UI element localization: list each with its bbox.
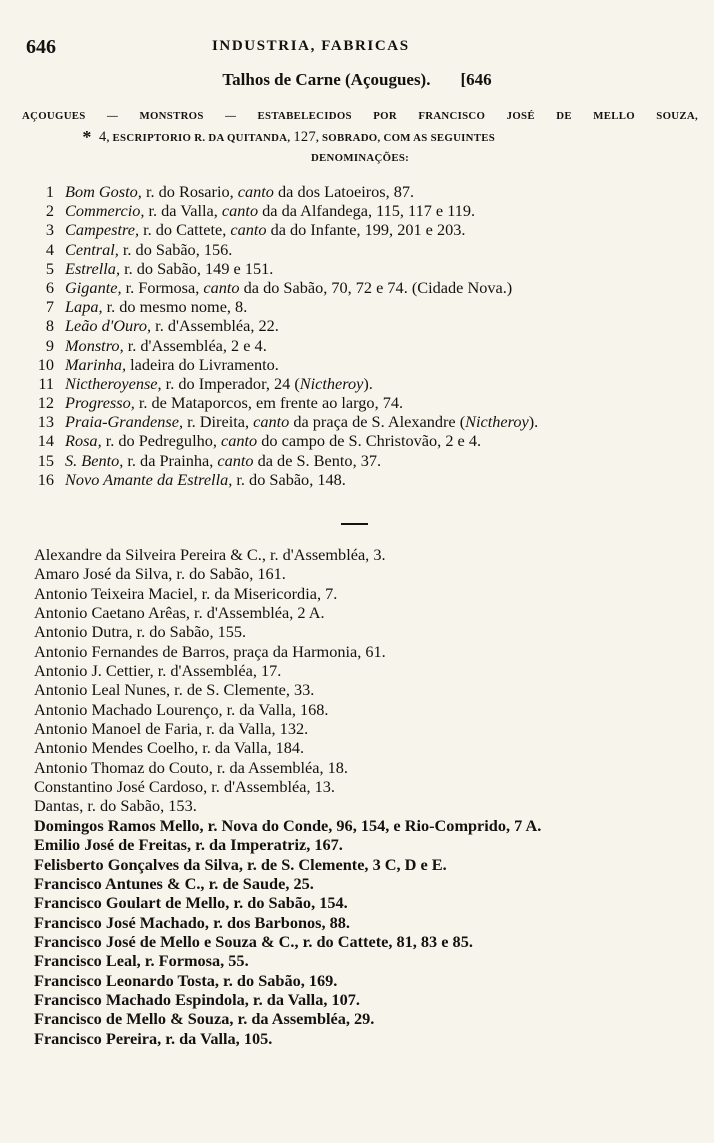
shop-name: Gigante,: [65, 277, 122, 297]
proprietor-entry: Antonio Dutra, r. do Sabão, 155.: [34, 622, 247, 642]
shop-address: r. d'Assembléa, 2 e 4.: [123, 335, 267, 355]
shop-address: da da Alfandega, 115, 117 e 119.: [258, 201, 476, 221]
shop-name: Progresso,: [65, 393, 135, 413]
shop-entry: [33, 431, 703, 450]
shop-number: 1: [45, 182, 54, 201]
shop-name: Leão d'Ouro,: [65, 316, 152, 336]
shop-number: 8: [45, 316, 54, 336]
shop-address-italic: canto: [221, 201, 259, 221]
shop-address-italic: canto: [253, 412, 290, 432]
shop-address-italic: canto: [230, 220, 267, 240]
shop-list: [33, 182, 703, 489]
shop-number: 7: [45, 297, 54, 317]
proprietor-entry: Antonio Thomaz do Couto, r. da Assembléa, 18.: [34, 757, 348, 777]
intro-text: , SOBRADO, COM AS SEGUINTES: [316, 132, 496, 144]
shop-name: Monstro,: [65, 335, 124, 355]
shop-entry: [33, 201, 703, 220]
shop-address: r. Formosa,: [121, 277, 204, 297]
shop-name: Lapa,: [65, 297, 103, 317]
shop-name: Central,: [65, 239, 119, 259]
proprietor-entry: Francisco de Mello & Souza, r. da Assembléa, 29.: [34, 1009, 375, 1029]
proprietor-entry: Antonio Fernandes de Barros, praça da Harmonia, 61.: [34, 641, 386, 661]
proprietor-entry: Francisco Pereira, r. da Valla, 105.: [34, 1028, 273, 1048]
shop-address: r. do Sabão, 149 e 151.: [120, 258, 274, 278]
shop-address-italic: canto: [221, 431, 258, 451]
shop-address: r. do Pedregulho,: [101, 431, 222, 451]
proprietor-entry: Felisberto Gonçalves da Silva, r. de S. Clemente, 3 C, D e E.: [34, 854, 447, 874]
shop-name: Bom Gosto,: [65, 182, 142, 201]
shop-address: r. da Valla,: [144, 201, 222, 221]
intro-line: AÇOUGUES — MONSTROS — ESTABELECIDOS POR FRANCISCO JOSÉ DE MELLO SOUZA,: [22, 110, 698, 122]
shop-number: 3: [45, 220, 54, 240]
shop-entry: [33, 374, 703, 393]
shop-name: Marinha,: [65, 354, 127, 374]
proprietor-entry: Francisco Antunes & C., r. de Saude, 25.: [34, 873, 314, 893]
shop-address: r. Direita,: [183, 412, 254, 432]
intro-text: , ESCRIPTORIO R. DA QUITANDA,: [106, 132, 291, 144]
shop-address: r. do Imperador, 24 (: [161, 373, 300, 393]
shop-entry: [33, 470, 703, 489]
proprietor-entry: Alexandre da Silveira Pereira & C., r. d'Assembléa, 3.: [34, 545, 386, 564]
shop-address-italic: canto: [237, 182, 274, 201]
shop-number: 9: [45, 335, 54, 355]
proprietor-entry: Dantas, r. do Sabão, 153.: [34, 796, 197, 816]
section-divider: [341, 523, 368, 525]
shop-entry: [33, 412, 703, 431]
intro-line: [22, 127, 698, 148]
shop-number: 11: [38, 373, 54, 393]
shop-address: da do Sabão, 70, 72 e 74. (Cidade Nova.): [239, 277, 513, 297]
shop-address: r. d'Assembléa, 22.: [151, 316, 279, 336]
shop-address-italic: Nictheroy: [299, 373, 364, 393]
proprietor-entry: Antonio Caetano Arêas, r. d'Assembléa, 2 A.: [34, 603, 325, 623]
shop-number: 4: [45, 239, 54, 259]
shop-entry: [33, 336, 703, 355]
shop-address: r. do Sabão, 156.: [118, 239, 233, 259]
shop-address-italic: Nictheroy: [465, 412, 529, 432]
shop-number: 15: [37, 450, 54, 470]
shop-address: da de S. Bento, 37.: [253, 450, 382, 470]
shop-entry: [33, 259, 703, 278]
shop-address: r. do Cattete,: [139, 220, 231, 240]
proprietor-entry: Francisco José de Mello e Souza & C., r. do Cattete, 81, 83 e 85.: [34, 931, 473, 951]
shop-name: Campestre,: [65, 220, 140, 240]
section-page-ref: [646: [460, 70, 492, 89]
shop-number: 10: [37, 354, 54, 374]
shop-number: 2: [45, 201, 54, 221]
shop-entry: [33, 297, 703, 316]
proprietor-entry: Antonio Mendes Coelho, r. da Valla, 184.: [34, 738, 305, 758]
shop-number: 16: [37, 469, 54, 489]
proprietor-entry: Antonio Leal Nunes, r. de S. Clemente, 33.: [34, 680, 315, 700]
intro-line: DENOMINAÇÕES:: [310, 152, 410, 164]
section-title-text: Talhos de Carne (Açougues).: [222, 70, 431, 89]
proprietor-entry: Antonio Machado Lourenço, r. da Valla, 168.: [34, 699, 329, 719]
shop-entry: [33, 316, 703, 335]
shop-number: 6: [45, 277, 54, 297]
proprietor-entry: Antonio Manoel de Faria, r. da Valla, 132.: [34, 719, 309, 739]
shop-entry: [33, 182, 703, 201]
shop-name: Novo Amante da Estrella,: [65, 469, 233, 489]
shop-address: ladeira do Livramento.: [126, 354, 279, 374]
shop-address: da do Infante, 199, 201 e 203.: [266, 220, 466, 240]
proprietor-entry: Emilio José de Freitas, r. da Imperatriz, 167.: [34, 835, 343, 855]
shop-address: r. do Sabão, 148.: [232, 469, 346, 489]
shop-address: r. da Prainha,: [123, 450, 218, 470]
intro-paragraph: [22, 106, 698, 169]
shop-entry: [33, 220, 703, 239]
shop-address-italic: canto: [203, 277, 240, 297]
proprietor-entry: Francisco Leonardo Tosta, r. do Sabão, 169.: [34, 970, 338, 990]
shop-address: r. do mesmo nome, 8.: [102, 297, 248, 317]
shop-entry: [33, 278, 703, 297]
proprietor-list: [34, 545, 710, 1048]
proprietor-entry: Francisco José Machado, r. dos Barbonos, 88.: [34, 912, 350, 932]
proprietor-entry: Francisco Machado Espindola, r. da Valla, 107.: [34, 989, 360, 1009]
proprietor-entry: Amaro José da Silva, r. do Sabão, 161.: [34, 564, 286, 584]
proprietor-entry: Antonio J. Cettier, r. d'Assembléa, 17.: [34, 661, 282, 681]
shop-address: do campo de S. Christovão, 2 e 4.: [257, 431, 482, 451]
shop-address: ).: [363, 373, 373, 393]
page-number: 646: [26, 36, 56, 58]
shop-address-italic: canto: [217, 450, 254, 470]
shop-entry: [33, 240, 703, 259]
shop-address: r. do Rosario,: [141, 182, 238, 201]
shop-name: Praia-Grandense,: [65, 412, 184, 432]
section-title: [0, 70, 714, 90]
proprietor-entry: Francisco Leal, r. Formosa, 55.: [34, 951, 249, 971]
shop-name: Estrella,: [65, 258, 121, 278]
shop-address: da dos Latoeiros, 87.: [273, 182, 415, 201]
shop-name: S. Bento,: [65, 450, 124, 470]
proprietor-entry: Antonio Teixeira Maciel, r. da Misericordia, 7.: [34, 583, 338, 603]
shop-address: r. de Mataporcos, em frente ao largo, 74.: [134, 393, 404, 413]
proprietor-entry: Domingos Ramos Mello, r. Nova do Conde, 96, 154, e Rio-Comprido, 7 A.: [34, 815, 542, 835]
shop-name: Rosa,: [65, 431, 102, 451]
street-number: 127: [293, 129, 316, 145]
shop-address: ).: [528, 412, 539, 432]
shop-name: Commercio,: [65, 201, 145, 221]
shop-number: 5: [45, 258, 54, 278]
shop-number: 13: [37, 412, 54, 432]
proprietor-entry: Constantino José Cardoso, r. d'Assembléa, 13.: [34, 777, 335, 797]
shop-entry: [33, 355, 703, 374]
running-head: INDUSTRIA, FABRICAS: [212, 38, 410, 54]
asterism-icon: *: [82, 127, 92, 147]
shop-number: 12: [37, 393, 54, 413]
shop-address: da praça de S. Alexandre (: [289, 412, 466, 432]
proprietor-entry: Francisco Goulart de Mello, r. do Sabão, 154.: [34, 893, 348, 913]
street-number: 4: [99, 129, 107, 145]
shop-entry: [33, 393, 703, 412]
shop-number: 14: [37, 431, 54, 451]
shop-name: Nictheroyense,: [65, 373, 162, 393]
shop-entry: [33, 451, 703, 470]
